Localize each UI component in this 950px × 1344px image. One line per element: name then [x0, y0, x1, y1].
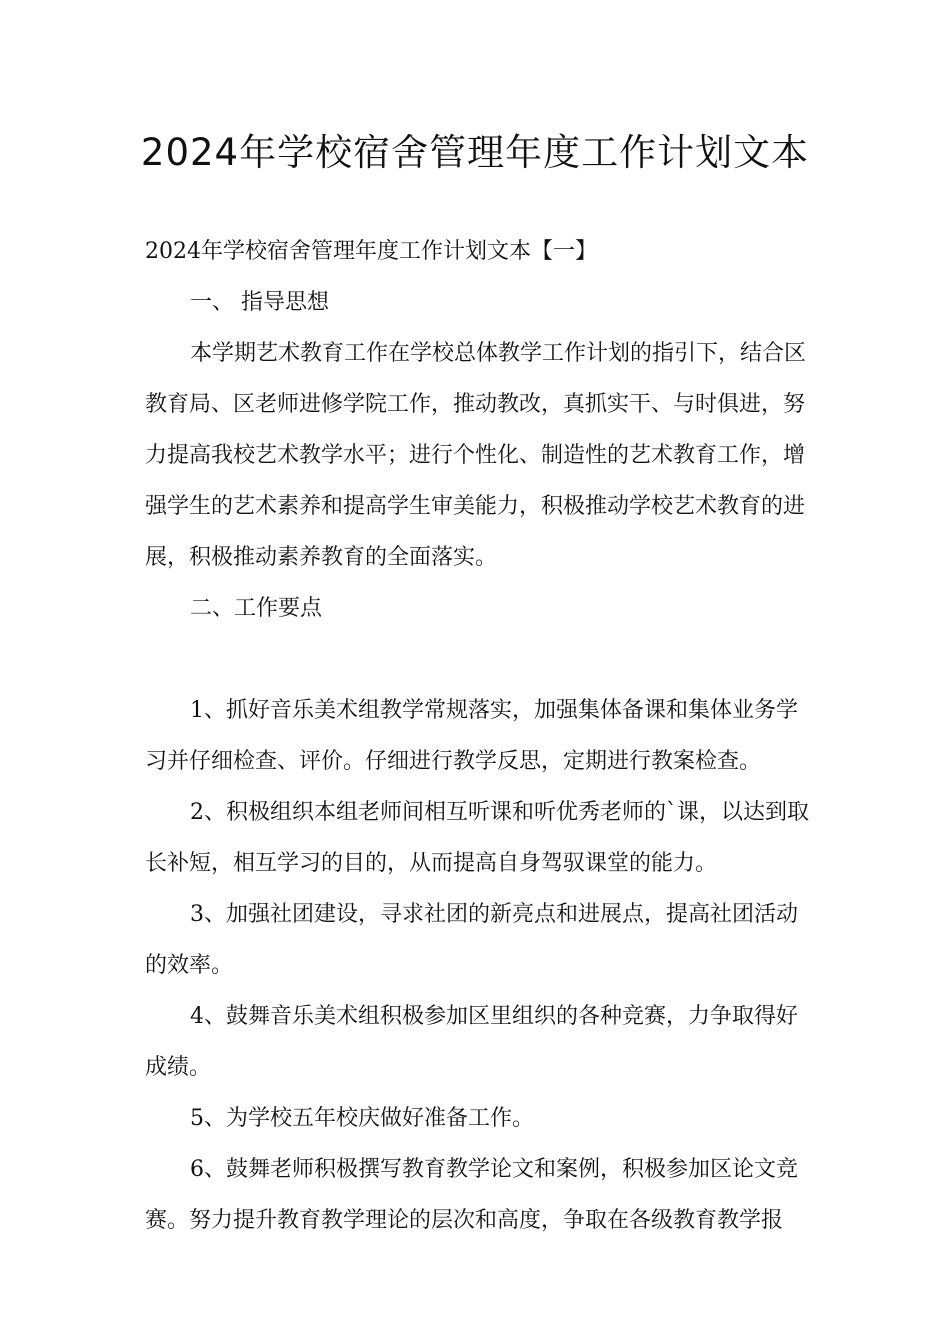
- document-title: 2024年学校宿舍管理年度工作计划文本: [140, 131, 810, 174]
- section-heading-work-points: 二、工作要点: [190, 596, 323, 621]
- blank-line: [145, 634, 810, 685]
- paragraph-guiding-thought: 本学期艺术教育工作在学校总体教学工作计划的指引下，结合区教育局、区老师进修学院工作，推动教改，真抓实干、与时俱进，努力提高我校艺术教学水平；进行个性化、制造性的艺术教育工作，增强学生的艺术素养和提高学生审美能力，积极推动学校艺术教育的进展，积极推动素养教育的全面落实。: [145, 341, 807, 570]
- list-item: 3、加强社团建设，寻求社团的新亮点和进展点，提高社团活动的效率。: [145, 902, 798, 978]
- list-item: 5、为学校五年校庆做好准备工作。: [190, 1106, 534, 1131]
- list-item: 1、抓好音乐美术组教学常规落实，加强集体备课和集体业务学习并仔细检查、评价。仔细进行教学反思，定期进行教案检查。: [145, 698, 798, 774]
- section-subtitle: 2024年学校宿舍管理年度工作计划文本【一】: [145, 239, 597, 264]
- document-body: [145, 226, 810, 1246]
- section-heading-guiding-thought: 一、 指导思想: [190, 290, 329, 315]
- list-item: 6、鼓舞老师积极撰写教育教学论文和案例，积极参加区论文竞赛。努力提升教育教学理论的层次和高度，争取在各级教育教学报: [145, 1157, 798, 1233]
- list-item: 4、鼓舞音乐美术组积极参加区里组织的各种竞赛，力争取得好成绩。: [145, 1004, 798, 1080]
- list-item: 2、积极组织本组老师间相互听课和听优秀老师的`课，以达到取长补短，相互学习的目的，从而提高自身驾驭课堂的能力。: [145, 800, 809, 876]
